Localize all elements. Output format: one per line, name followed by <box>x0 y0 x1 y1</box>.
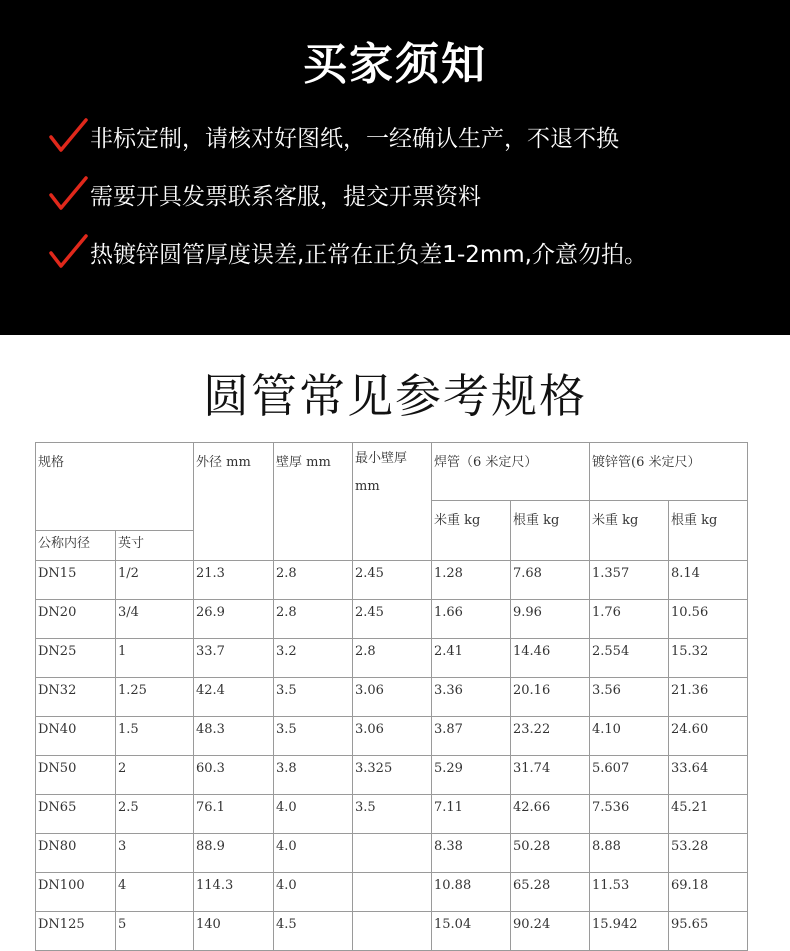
header-galvanized-pipe: 镀锌管(6 米定尺） <box>590 443 748 501</box>
header-galv-per-piece: 根重 kg <box>669 501 748 561</box>
table-row <box>36 678 748 717</box>
cell-welded-per-piece: 23.22 <box>511 717 590 756</box>
cell-galv-per-meter: 1.357 <box>590 561 669 600</box>
section-title: 圆管常见参考规格 <box>203 369 587 423</box>
cell-galv-per-piece: 21.36 <box>669 678 748 717</box>
cell-galv-per-meter: 4.10 <box>590 717 669 756</box>
cell-min-wall-thickness: 2.45 <box>353 561 432 600</box>
cell-welded-per-piece: 42.66 <box>511 795 590 834</box>
cell-inch: 1/2 <box>116 561 194 600</box>
header-outer-diameter: 外径 mm <box>194 443 274 561</box>
spec-table <box>35 442 748 951</box>
table-row <box>36 873 748 912</box>
cell-inch: 2 <box>116 756 194 795</box>
cell-wall-thickness: 3.5 <box>274 717 353 756</box>
table-header-row <box>36 443 748 501</box>
header-inch: 英寸 <box>116 531 194 561</box>
cell-outer-diameter: 26.9 <box>194 600 274 639</box>
header-welded-pipe: 焊管（6 米定尺） <box>432 443 590 501</box>
cell-welded-per-meter: 10.88 <box>432 873 511 912</box>
cell-welded-per-piece: 7.68 <box>511 561 590 600</box>
cell-galv-per-piece: 33.64 <box>669 756 748 795</box>
cell-nominal-diameter: DN125 <box>36 912 116 951</box>
cell-inch: 1.25 <box>116 678 194 717</box>
header-min-wall-thickness: 最小壁厚 mm <box>353 443 432 561</box>
cell-galv-per-piece: 53.28 <box>669 834 748 873</box>
header-spec: 规格 <box>36 443 194 531</box>
cell-welded-per-meter: 7.11 <box>432 795 511 834</box>
cell-welded-per-piece: 31.74 <box>511 756 590 795</box>
cell-inch: 1 <box>116 639 194 678</box>
cell-min-wall-thickness: 3.06 <box>353 717 432 756</box>
cell-galv-per-meter: 15.942 <box>590 912 669 951</box>
cell-outer-diameter: 114.3 <box>194 873 274 912</box>
cell-welded-per-piece: 14.46 <box>511 639 590 678</box>
table-row <box>36 600 748 639</box>
cell-wall-thickness: 4.0 <box>274 873 353 912</box>
cell-galv-per-piece: 69.18 <box>669 873 748 912</box>
cell-welded-per-meter: 3.36 <box>432 678 511 717</box>
cell-min-wall-thickness: 2.45 <box>353 600 432 639</box>
cell-galv-per-meter: 5.607 <box>590 756 669 795</box>
cell-galv-per-meter: 2.554 <box>590 639 669 678</box>
table-row <box>36 717 748 756</box>
cell-galv-per-meter: 3.56 <box>590 678 669 717</box>
table-row <box>36 756 748 795</box>
cell-welded-per-piece: 90.24 <box>511 912 590 951</box>
cell-galv-per-meter: 11.53 <box>590 873 669 912</box>
cell-galv-per-meter: 7.536 <box>590 795 669 834</box>
cell-inch: 1.5 <box>116 717 194 756</box>
cell-inch: 5 <box>116 912 194 951</box>
cell-nominal-diameter: DN20 <box>36 600 116 639</box>
notice-item-text: 非标定制，请核对好图纸，一经确认生产，不退不换 <box>90 125 619 152</box>
cell-outer-diameter: 140 <box>194 912 274 951</box>
checkmark-icon <box>48 232 88 272</box>
cell-outer-diameter: 33.7 <box>194 639 274 678</box>
notice-item-text: 需要开具发票联系客服，提交开票资料 <box>90 183 481 210</box>
cell-nominal-diameter: DN25 <box>36 639 116 678</box>
checkmark-icon <box>48 174 88 214</box>
notice-item <box>48 116 619 156</box>
notice-item <box>48 174 481 214</box>
cell-nominal-diameter: DN80 <box>36 834 116 873</box>
cell-nominal-diameter: DN65 <box>36 795 116 834</box>
cell-wall-thickness: 4.5 <box>274 912 353 951</box>
table-row <box>36 639 748 678</box>
cell-inch: 2.5 <box>116 795 194 834</box>
cell-welded-per-meter: 8.38 <box>432 834 511 873</box>
cell-wall-thickness: 2.8 <box>274 600 353 639</box>
cell-min-wall-thickness: 3.06 <box>353 678 432 717</box>
header-nominal-diameter: 公称内径 <box>36 531 116 561</box>
header-welded-per-piece: 根重 kg <box>511 501 590 561</box>
table-row <box>36 795 748 834</box>
cell-outer-diameter: 88.9 <box>194 834 274 873</box>
cell-welded-per-meter: 5.29 <box>432 756 511 795</box>
cell-outer-diameter: 21.3 <box>194 561 274 600</box>
cell-galv-per-piece: 15.32 <box>669 639 748 678</box>
cell-min-wall-thickness: 3.5 <box>353 795 432 834</box>
cell-nominal-diameter: DN32 <box>36 678 116 717</box>
cell-welded-per-meter: 1.28 <box>432 561 511 600</box>
cell-min-wall-thickness: 2.8 <box>353 639 432 678</box>
table-row <box>36 561 748 600</box>
cell-welded-per-piece: 20.16 <box>511 678 590 717</box>
header-galv-per-meter: 米重 kg <box>590 501 669 561</box>
cell-wall-thickness: 3.2 <box>274 639 353 678</box>
cell-galv-per-piece: 10.56 <box>669 600 748 639</box>
cell-galv-per-piece: 8.14 <box>669 561 748 600</box>
cell-nominal-diameter: DN100 <box>36 873 116 912</box>
cell-inch: 3 <box>116 834 194 873</box>
cell-inch: 3/4 <box>116 600 194 639</box>
cell-min-wall-thickness <box>353 912 432 951</box>
cell-wall-thickness: 3.5 <box>274 678 353 717</box>
header-wall-thickness: 壁厚 mm <box>274 443 353 561</box>
cell-welded-per-meter: 3.87 <box>432 717 511 756</box>
table-row <box>36 834 748 873</box>
table-row <box>36 912 748 951</box>
cell-wall-thickness: 4.0 <box>274 834 353 873</box>
cell-min-wall-thickness <box>353 873 432 912</box>
cell-outer-diameter: 42.4 <box>194 678 274 717</box>
cell-wall-thickness: 3.8 <box>274 756 353 795</box>
cell-galv-per-meter: 1.76 <box>590 600 669 639</box>
notice-item <box>48 232 647 272</box>
cell-welded-per-piece: 65.28 <box>511 873 590 912</box>
buyer-notice-panel <box>0 0 790 335</box>
cell-welded-per-meter: 2.41 <box>432 639 511 678</box>
cell-nominal-diameter: DN50 <box>36 756 116 795</box>
cell-welded-per-meter: 1.66 <box>432 600 511 639</box>
cell-outer-diameter: 76.1 <box>194 795 274 834</box>
cell-wall-thickness: 2.8 <box>274 561 353 600</box>
cell-galv-per-meter: 8.88 <box>590 834 669 873</box>
cell-welded-per-piece: 9.96 <box>511 600 590 639</box>
cell-galv-per-piece: 95.65 <box>669 912 748 951</box>
cell-outer-diameter: 48.3 <box>194 717 274 756</box>
cell-nominal-diameter: DN40 <box>36 717 116 756</box>
notice-item-text: 热镀锌圆管厚度误差,正常在正负差1-2mm,介意勿拍。 <box>90 241 647 268</box>
cell-galv-per-piece: 24.60 <box>669 717 748 756</box>
checkmark-icon <box>48 116 88 156</box>
header-welded-per-meter: 米重 kg <box>432 501 511 561</box>
cell-welded-per-piece: 50.28 <box>511 834 590 873</box>
cell-nominal-diameter: DN15 <box>36 561 116 600</box>
cell-min-wall-thickness <box>353 834 432 873</box>
cell-outer-diameter: 60.3 <box>194 756 274 795</box>
notice-title: 买家须知 <box>303 39 487 90</box>
cell-welded-per-meter: 15.04 <box>432 912 511 951</box>
cell-min-wall-thickness: 3.325 <box>353 756 432 795</box>
cell-galv-per-piece: 45.21 <box>669 795 748 834</box>
cell-wall-thickness: 4.0 <box>274 795 353 834</box>
cell-inch: 4 <box>116 873 194 912</box>
